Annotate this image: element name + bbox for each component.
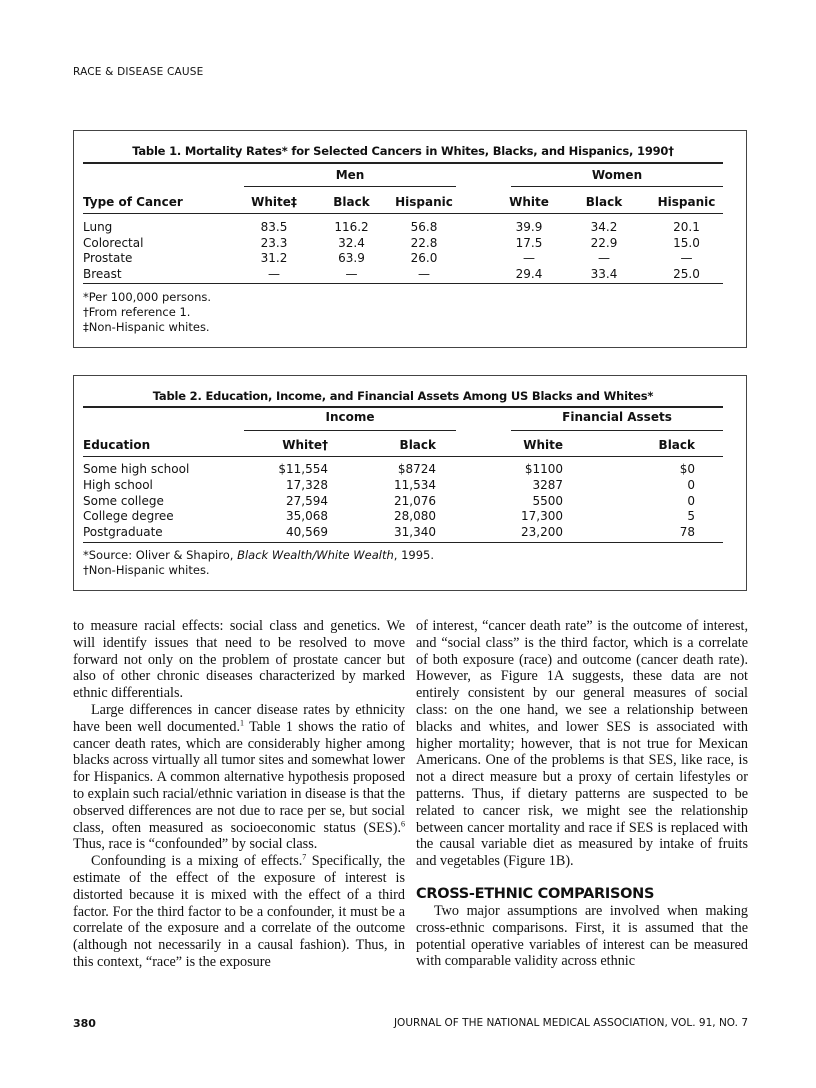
table-1-title: Table 1. Mortality Rates* for Selected Cancers in Whites, Blacks, and Hispanics, 1990† bbox=[132, 144, 674, 158]
table-cell: $11,554 bbox=[278, 462, 328, 476]
citation-superscript: 7 bbox=[302, 852, 307, 862]
table-2-top-rule bbox=[83, 406, 723, 408]
journal-footer: JOURNAL OF THE NATIONAL MEDICAL ASSOCIATION, VOL. 91, NO. 7 bbox=[393, 1017, 748, 1029]
table-1 bbox=[73, 130, 747, 348]
table-cell: Postgraduate bbox=[83, 525, 163, 540]
group-rule-women bbox=[511, 186, 723, 187]
text-run: Confounding is a mixing of effects. bbox=[91, 853, 303, 870]
table-cell: 5500 bbox=[532, 493, 563, 508]
table-cell: 63.9 bbox=[338, 251, 365, 265]
page-number: 380 bbox=[73, 1017, 96, 1030]
table-cell: 11,534 bbox=[394, 477, 436, 492]
table-2 bbox=[73, 375, 747, 591]
table-2-bottom-rule bbox=[83, 542, 723, 543]
table-cell: 22.9 bbox=[590, 235, 618, 250]
table-cell: — bbox=[523, 251, 535, 265]
table-cell: 29.4 bbox=[515, 266, 543, 281]
column-header: White† bbox=[282, 438, 328, 452]
column-header: Hispanic bbox=[657, 195, 716, 209]
table-1-bottom-rule bbox=[83, 283, 723, 284]
table-cell: 31.2 bbox=[260, 251, 288, 265]
table-cell: $1100 bbox=[524, 462, 563, 476]
table-cell: 26.0 bbox=[410, 251, 438, 265]
group-rule-financial-assets bbox=[511, 430, 723, 431]
text-run: Large differences in cancer disease rates by ethnicity have been well documented. bbox=[73, 701, 405, 735]
table-cell: 33.4 bbox=[590, 266, 618, 281]
table-cell: 3287 bbox=[532, 477, 563, 492]
body-column-left bbox=[73, 618, 405, 971]
column-header: Black bbox=[333, 195, 370, 209]
table-cell: — bbox=[418, 266, 430, 281]
table-cell: 15.0 bbox=[673, 235, 700, 250]
table-cell: 31,340 bbox=[394, 525, 436, 540]
table-cell: 32.4 bbox=[338, 235, 365, 250]
column-header: Hispanic bbox=[395, 195, 453, 209]
group-rule-men bbox=[244, 186, 456, 187]
citation-superscript: 6 bbox=[401, 818, 405, 828]
table-cell: 56.8 bbox=[410, 220, 438, 234]
table-cell: Colorectal bbox=[83, 235, 144, 250]
text-run: Table 1 shows the ratio of cancer death rates, which are considerably higher among blacks across virtually all tumor sites and somewhat lower for Hispanics. A common alternative hypothesis proposed to explain such racial/ethnic variation in disease is that the observed differences are not due to race per se, but social class, often measured as socioeconomic status (SES). bbox=[73, 718, 405, 836]
table-cell: $8724 bbox=[397, 462, 436, 476]
column-header: Black bbox=[585, 195, 623, 209]
table-cell: 5 bbox=[687, 509, 695, 524]
footnote-source-prefix: *Source: Oliver & Shapiro, bbox=[83, 548, 238, 562]
group-header-men: Men bbox=[335, 168, 365, 182]
table-cell: 39.9 bbox=[515, 220, 543, 234]
footnote-source bbox=[83, 548, 434, 563]
paragraph: of interest, “cancer death rate” is the outcome of interest, and “social class” is the third factor, which is a correlate of both exposure (race) and outcome (cancer death rate). However, as Figure 1A suggests, these data are not entirely consistent by our general measures of social class: on the one hand, we see a relationship between blacks and whites, and lower SES is associated with higher mortality; however, that is not true for Mexican Americans. One of the problems is that SES, like race, is not a direct measure but a proxy of certain lifestyles or patterns. Thus, if dietary patterns are suspected to be related to cancer risk, we might see the relationship between cancer mortality and race if SES is replaced with the causal variable diet as measured by intake of fruits and vegetables (Figure 1B). bbox=[416, 618, 748, 870]
table-cell: College degree bbox=[83, 509, 174, 524]
running-head: RACE & DISEASE CAUSE bbox=[73, 66, 204, 78]
table-cell: 23,200 bbox=[521, 525, 563, 540]
table-cell: 116.2 bbox=[334, 220, 369, 234]
table-2-header-rule bbox=[83, 456, 723, 457]
table-cell: 83.5 bbox=[260, 220, 288, 234]
paragraph bbox=[73, 702, 405, 853]
table-cell: 21,076 bbox=[394, 493, 436, 508]
paragraph: Two major assumptions are involved when making cross-ethnic comparisons. First, it is assumed that the potential operative variables of interest can be measured with comparable validity across ethnic bbox=[416, 902, 748, 970]
column-header: Type of Cancer bbox=[83, 195, 183, 209]
table-1-top-rule bbox=[83, 162, 723, 164]
table-cell: 23.3 bbox=[260, 235, 288, 250]
footnote-per-100000: *Per 100,000 persons. bbox=[83, 290, 212, 304]
table-1-header-rule bbox=[83, 213, 723, 214]
table-cell: 40,569 bbox=[286, 525, 328, 540]
table-cell: 17.5 bbox=[515, 235, 543, 250]
table-cell: — bbox=[680, 251, 693, 265]
footnote-non-hispanic: ‡Non-Hispanic whites. bbox=[83, 320, 210, 334]
group-header-income: Income bbox=[325, 410, 375, 424]
footnote-source-suffix: , 1995. bbox=[393, 548, 435, 562]
footnote-non-hispanic: †Non-Hispanic whites. bbox=[83, 563, 210, 577]
table-cell: 20.1 bbox=[673, 220, 700, 234]
paragraph: to measure racial effects: social class and genetics. We will identify issues that need to be resolved to move forward not only on the problem of prostate cancer but also of other chronic diseases characterized by marked ethnic differentials. bbox=[73, 618, 405, 702]
table-cell: 35,068 bbox=[286, 509, 328, 524]
table-cell: High school bbox=[83, 477, 153, 492]
table-cell: Some high school bbox=[83, 462, 190, 476]
footnote-reference: †From reference 1. bbox=[83, 305, 191, 319]
group-header-women: Women bbox=[591, 168, 643, 182]
table-cell: 78 bbox=[679, 525, 695, 540]
table-cell: Lung bbox=[83, 220, 113, 234]
table-cell: 17,328 bbox=[286, 477, 328, 492]
body-column-right bbox=[416, 618, 748, 970]
table-1-footnotes bbox=[83, 290, 211, 335]
table-cell: $0 bbox=[679, 462, 695, 476]
table-cell: 27,594 bbox=[286, 493, 328, 508]
table-cell: 0 bbox=[687, 493, 695, 508]
table-cell: Breast bbox=[83, 266, 122, 281]
footnote-source-title: Black Wealth/White Wealth bbox=[237, 548, 394, 562]
table-cell: 17,300 bbox=[521, 509, 563, 524]
group-header-financial-assets: Financial Assets bbox=[562, 410, 672, 424]
table-cell: Prostate bbox=[83, 251, 133, 265]
table-cell: 0 bbox=[687, 477, 695, 492]
paragraph bbox=[73, 853, 405, 971]
table-cell: — bbox=[345, 266, 358, 281]
column-header: Education bbox=[83, 438, 151, 452]
column-header: Black bbox=[399, 438, 436, 452]
column-header: Black bbox=[658, 438, 695, 452]
table-cell: 34.2 bbox=[590, 220, 618, 234]
table-cell: 25.0 bbox=[673, 266, 700, 281]
text-run: Thus, race is “confounded” by social class. bbox=[73, 836, 318, 853]
table-2-footnotes bbox=[83, 548, 434, 578]
table-2-title: Table 2. Education, Income, and Financial Assets Among US Blacks and Whites* bbox=[152, 389, 654, 403]
text-run: Specifically, the estimate of the effect of the exposure of interest is distorted because it is mixed with the effect of a third factor. For the third factor to be a confounder, it must be a correlate of the exposure and a correlate of the outcome (although not necessarily in a causal fashion). Thus, in this context, “race” is the exposure bbox=[73, 853, 405, 970]
column-header: White bbox=[523, 438, 563, 452]
column-header: White bbox=[509, 195, 549, 209]
table-cell: — bbox=[268, 266, 280, 281]
table-cell: — bbox=[598, 251, 610, 265]
section-heading: CROSS-ETHNIC COMPARISONS bbox=[416, 885, 655, 902]
group-rule-income bbox=[244, 430, 456, 431]
column-header: White‡ bbox=[251, 195, 297, 209]
citation-superscript: 1 bbox=[240, 718, 244, 728]
table-cell: 28,080 bbox=[394, 509, 436, 524]
table-cell: Some college bbox=[83, 493, 164, 508]
table-cell: 22.8 bbox=[410, 235, 438, 250]
